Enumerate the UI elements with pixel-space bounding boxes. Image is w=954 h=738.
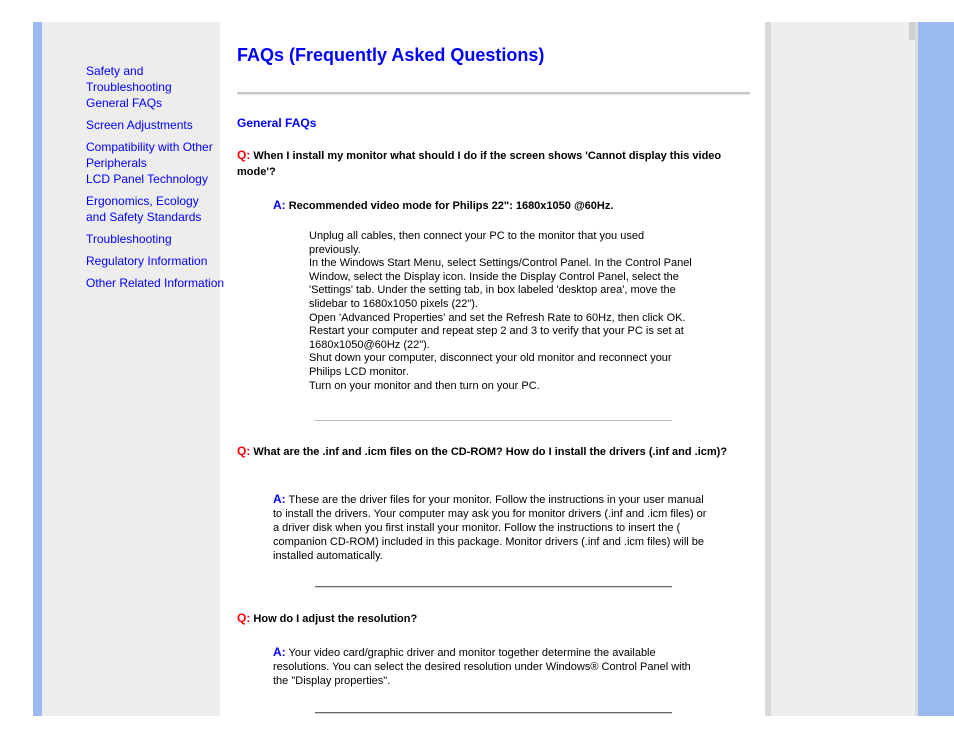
right-blue-border	[918, 22, 954, 716]
right-panel	[765, 22, 915, 716]
nav-link-general-faqs[interactable]: General FAQs	[86, 96, 163, 110]
faq-question-3	[237, 610, 751, 627]
separator	[315, 420, 672, 421]
nav-link-lcd-panel-technology[interactable]: LCD Panel Technology	[86, 172, 208, 186]
question-text: How do I adjust the resolution?	[253, 613, 418, 625]
answer-marker: A:	[273, 492, 286, 506]
question-marker: Q:	[237, 611, 251, 625]
faq-question-1	[237, 147, 751, 180]
question-text: When I install my monitor what should I do if the screen shows 'Cannot display this video mode'?	[237, 150, 722, 178]
separator	[315, 586, 672, 588]
answer-marker: A:	[273, 198, 286, 212]
faq-answer-3	[273, 645, 693, 688]
nav-link-regulatory-information[interactable]: Regulatory Information	[86, 254, 208, 268]
faq-answer-1	[273, 198, 743, 213]
answer-marker: A:	[273, 645, 286, 659]
faq-question-2	[237, 443, 737, 460]
answer-text: These are the driver files for your monitor. Follow the instructions in your user manual to install the drivers. Your computer may ask you for monitor drivers (.inf and .icm files) or a driver disk when you first install your monitor. Follow the instructions to insert the ( companion CD-ROM) included in this package. Monitor drivers (.inf and .icm files) will be installed automatically.	[273, 494, 707, 562]
nav-link-safety-troubleshooting[interactable]: Safety and Troubleshooting	[86, 64, 172, 94]
step-item: Turn on your monitor and then turn on your PC.	[309, 379, 540, 392]
section-title: General FAQs	[237, 116, 317, 130]
faq-answer-2	[273, 492, 713, 563]
step-item: Unplug all cables, then connect your PC to the monitor that you used previously.	[309, 230, 645, 256]
page-title: FAQs (Frequently Asked Questions)	[237, 45, 545, 65]
nav-link-troubleshooting[interactable]: Troubleshooting	[86, 232, 172, 246]
step-item: Shut down your computer, disconnect your old monitor and reconnect your Philips LCD monitor.	[309, 352, 672, 378]
question-text: What are the .inf and .icm files on the CD-ROM? How do I install the drivers (.inf and .icm)?	[253, 446, 728, 458]
separator	[315, 712, 672, 714]
question-marker: Q:	[237, 444, 251, 458]
answer-text: Your video card/graphic driver and monitor together determine the available resolutions. You can select the desired resolution under Windows® Control Panel with the "Display properties".	[273, 647, 691, 687]
faq-steps-list	[309, 230, 719, 393]
step-item: Restart your computer and repeat step 2 and 3 to verify that your PC is set at 1680x1050@60Hz (22").	[309, 325, 684, 351]
left-blue-border	[33, 22, 42, 716]
answer-text: Recommended video mode for Philips 22": 1680x1050 @60Hz.	[288, 200, 614, 212]
nav-link-compatibility[interactable]: Compatibility with Other Peripherals	[86, 140, 213, 170]
step-item: Open 'Advanced Properties' and set the Refresh Rate to 60Hz, then click OK.	[309, 311, 686, 324]
nav-link-ergonomics[interactable]: Ergonomics, Ecology and Safety Standards	[86, 194, 202, 224]
sidebar-nav	[86, 63, 225, 291]
right-panel-shade	[765, 22, 771, 716]
step-item: In the Windows Start Menu, select Settings/Control Panel. In the Control Panel Window, select the Display icon. Inside the Display Control Panel, select the 'Settings' tab. Under the setting tab, in box labeled 'desktop area', move the slidebar to 1680x1050 pixels (22").	[309, 257, 692, 310]
nav-link-other-related-information[interactable]: Other Related Information	[86, 276, 225, 290]
question-marker: Q:	[237, 148, 251, 162]
title-divider	[237, 92, 750, 95]
nav-link-screen-adjustments[interactable]: Screen Adjustments	[86, 118, 193, 132]
